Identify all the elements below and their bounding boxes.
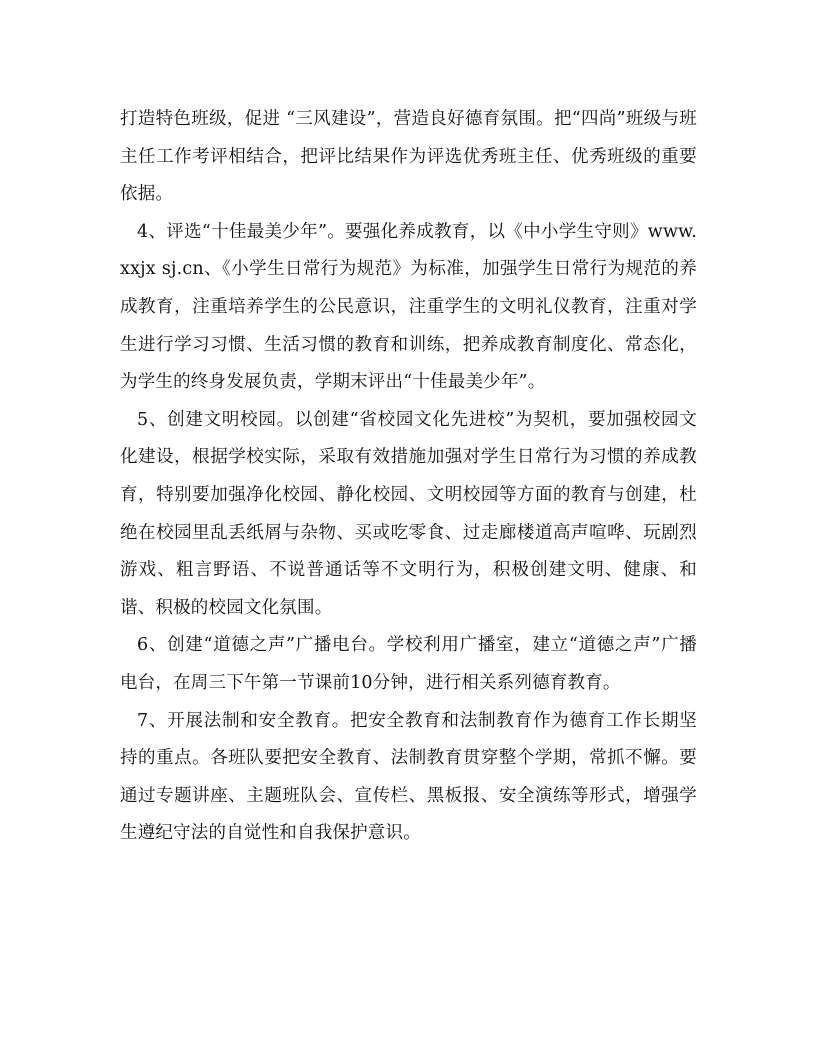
paragraph-item-4: 4、评选“十佳最美少年”。要强化养成教育，以《中小学生守则》www.xxjx sj.cn、《小学生日常行为规范》为标准，加强学生日常行为规范的养成教育，注重培养学生的公民意识，注重学生的文明礼仪教育，注重对学生进行学习习惯、生活习惯的教育和训练，把养成教育制度化、常态化，为学生的终身发展负责，学期末评出“十佳最美少年”。: [120, 221, 697, 393]
paragraph-continuation: 打造特色班级，促进 “三风建设”，营造良好德育氛围。把“四尚”班级与班主任工作考评相结合，把评比结果作为评选优秀班主任、优秀班级的重要依据。: [120, 109, 697, 205]
paragraph-item-5: 5、创建文明校园。以创建“省校园文化先进校”为契机，要加强校园文化建设，根据学校实际，采取有效措施加强对学生日常行为习惯的养成教育，特别要加强净化校园、静化校园、文明校园等方面的教育与创建，杜绝在校园里乱丢纸屑与杂物、买或吃零食、过走廊楼道高声喧哗、玩剧烈游戏、粗言野语、不说普通话等不文明行为，积极创建文明、健康、和谐、积极的校园文化氛围。: [120, 409, 697, 618]
document-body: [120, 101, 697, 853]
paragraph-item-7: 7、开展法制和安全教育。把安全教育和法制教育作为德育工作长期坚持的重点。各班队要把安全教育、法制教育贯穿整个学期，常抓不懈。要通过专题讲座、主题班队会、宣传栏、黑板报、安全演练等形式，增强学生遵纪守法的自觉性和自我保护意识。: [120, 710, 697, 844]
paragraph-item-6: 6、创建“道德之声”广播电台。学校利用广播室，建立“道德之声”广播电台，在周三下午第一节课前10分钟，进行相关系列德育教育。: [120, 635, 697, 693]
